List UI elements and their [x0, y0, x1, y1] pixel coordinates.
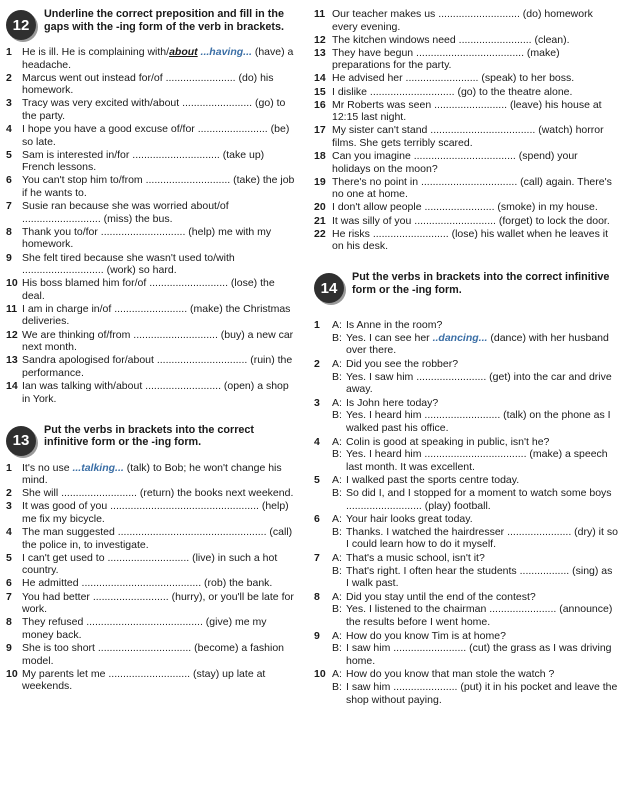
exercise-12-item [6, 123, 296, 148]
item-number: 6 [314, 513, 320, 526]
item-text: My parents let me ............................ (stay) up late at weekends. [22, 667, 266, 693]
line-b-part: (dance) with her husband over there. [346, 331, 609, 357]
item-number: 20 [314, 201, 326, 214]
exercise-14-item [314, 552, 618, 590]
exercise-13-item [6, 577, 296, 590]
item-number: 21 [314, 214, 326, 227]
item-number: 3 [6, 500, 12, 513]
speaker-b: B: [332, 564, 342, 577]
item-number: 6 [6, 577, 12, 590]
line-a-text: How do you know Tim is at home? [346, 629, 506, 642]
item-number: 1 [6, 461, 12, 474]
exercise-12-item [6, 329, 296, 354]
item-number: 8 [314, 590, 320, 603]
speaker-a: A: [332, 358, 342, 371]
exercise-12-item [314, 124, 618, 149]
exercise-12-item [314, 215, 618, 228]
item-number: 12 [6, 328, 18, 341]
speaker-b: B: [332, 370, 342, 383]
exercise-13-instruction: Put the verbs in brackets into the correct infinitive form or the -ing form. [44, 423, 254, 449]
line-b [332, 448, 618, 473]
exercise-14-item [314, 474, 618, 512]
line-a [332, 358, 618, 371]
speaker-b: B: [332, 603, 342, 616]
exercise-13-item [6, 591, 296, 616]
item-number: 11 [6, 302, 18, 315]
item-choice: with/ [147, 46, 170, 58]
line-a-text: Is John here today? [346, 396, 439, 409]
line-b [332, 332, 618, 357]
exercise-12-item [314, 8, 618, 33]
exercise-14-item [314, 319, 618, 357]
exercise-13-item [6, 616, 296, 641]
line-a [332, 397, 618, 410]
item-text: Our teacher makes us ............................ (do) homework every evening. [332, 8, 593, 33]
item-text: They have begun ..................................... (make) preparations for the party. [332, 46, 560, 72]
item-number: 15 [314, 85, 326, 98]
exercise-14-badge: 14 [314, 273, 344, 303]
speaker-a: A: [332, 551, 342, 564]
item-text: Sandra apologised for/about ............................... (ruin) the performance. [22, 354, 293, 379]
dialogue [332, 668, 618, 706]
line-b [332, 642, 618, 667]
exercise-12-item [6, 277, 296, 302]
exercise-12-item [314, 86, 618, 99]
line-a-text: Is Anne in the room? [346, 319, 443, 332]
exercise-12-item [6, 174, 296, 199]
speaker-a: A: [332, 396, 342, 409]
line-b-text: Yes. I saw him ........................ (get) into the car and drive away. [346, 370, 612, 396]
item-number: 17 [314, 124, 326, 137]
dialogue [332, 436, 618, 474]
line-a [332, 591, 618, 604]
item-text: She felt tired because she wasn't used to/with ............................ (work) so hard. [22, 251, 235, 277]
exercise-12-item [314, 99, 618, 124]
item-text: He advised her ......................... (speak) to her boss. [332, 72, 575, 85]
item-number: 4 [314, 435, 320, 448]
line-b [332, 409, 618, 434]
exercise-12-item [314, 201, 618, 214]
line-a-text: Did you stay until the end of the contest? [346, 590, 536, 603]
item-text: Susie ran because she was worried about/of ........................... (miss) the bus. [22, 200, 229, 225]
exercise-12-item [6, 303, 296, 328]
item-text: There's no point in ................................. (call) again. There's no one at home. [332, 175, 612, 201]
item-text: Marcus went out instead for/of ........................ (do) his homework. [22, 71, 274, 97]
example-answer: ...having... [197, 46, 252, 58]
item-text: She will .......................... (return) the books next weekend. [22, 487, 294, 500]
item-text: I can't get used to ............................ (live) in such a hot country. [22, 551, 278, 577]
dialogue [332, 358, 618, 396]
item-text: My sister can't stand .................................... (watch) horror films. She gets terribly scared. [332, 124, 604, 149]
speaker-a: A: [332, 513, 342, 526]
speaker-a: A: [332, 629, 342, 642]
speaker-a: A: [332, 668, 342, 681]
item-number: 3 [314, 396, 320, 409]
line-a-text: Colin is good at speaking in public, isn't he? [346, 435, 550, 448]
exercise-12-item [6, 72, 296, 97]
exercise-12-item [6, 149, 296, 174]
line-b-text: Thanks. I watched the hairdresser ...................... (dry) it so I could learn how to do it myself. [346, 525, 618, 551]
exercise-13-item [6, 500, 296, 525]
item-number: 14 [314, 72, 326, 85]
item-text: We are thinking of/from ............................. (buy) a new car next month. [22, 328, 294, 354]
exercise-13-list [6, 462, 296, 693]
item-text: I am in charge in/of ......................... (make) the Christmas deliveries. [22, 302, 291, 328]
line-a [332, 513, 618, 526]
item-number: 10 [6, 277, 18, 290]
item-text-part: It's no use [22, 461, 73, 474]
item-number: 5 [314, 474, 320, 487]
exercise-12-item [6, 252, 296, 277]
dialogue [332, 552, 618, 590]
item-text: Ian was talking with/about .......................... (open) a shop in York. [22, 379, 289, 405]
item-number: 9 [6, 251, 12, 264]
item-number: 10 [314, 668, 326, 681]
line-a-text: That's a music school, isn't it? [346, 551, 485, 564]
item-text: I hope you have a good excuse of/for ........................ (be) so late. [22, 123, 290, 148]
dialogue [332, 397, 618, 435]
item-number: 4 [6, 123, 12, 136]
item-text: I don't allow people ........................ (smoke) in my house. [332, 201, 598, 214]
line-b [332, 603, 618, 628]
exercise-13-item [6, 668, 296, 693]
speaker-a: A: [332, 590, 342, 603]
line-a [332, 630, 618, 643]
line-a [332, 319, 618, 332]
item-number: 11 [314, 8, 326, 20]
item-number: 7 [314, 551, 320, 564]
line-a [332, 668, 618, 681]
line-a [332, 474, 618, 487]
item-text: The man suggested ................................................... (call) the police in, to investigate. [22, 526, 293, 551]
item-text: He risks .......................... (lose) his wallet when he leaves it on his desk. [332, 227, 609, 253]
item-number: 5 [6, 551, 12, 564]
exercise-12-item [314, 34, 618, 47]
item-text-part: He is ill. He is complaining [22, 46, 148, 58]
item-number: 1 [6, 46, 12, 58]
line-a-text: Did you see the robber? [346, 358, 459, 371]
item-text: They refused ........................................ (give) me my money back. [22, 616, 267, 641]
exercise-14-item [314, 668, 618, 706]
line-b [332, 526, 618, 551]
dialogue [332, 319, 618, 357]
item-number: 1 [314, 319, 320, 332]
item-text-part: (talk) to Bob; he won't change his mind. [22, 461, 282, 487]
speaker-b: B: [332, 680, 342, 693]
exercise-13-item [6, 487, 296, 500]
item-text: Can you imagine ................................... (spend) your holidays on the moon? [332, 150, 578, 175]
dialogue [332, 591, 618, 629]
exercise-12-list [6, 46, 296, 405]
exercise-12-list-continued [314, 8, 618, 253]
item-number: 7 [6, 200, 12, 213]
item-text-part: (have) a headache. [22, 46, 294, 71]
speaker-a: A: [332, 435, 342, 448]
speaker-b: B: [332, 448, 342, 461]
speaker-a: A: [332, 474, 342, 487]
item-number: 18 [314, 150, 326, 163]
item-number: 4 [6, 526, 12, 539]
dialogue [332, 513, 618, 551]
exercise-14-item [314, 436, 618, 474]
item-text: The kitchen windows need ......................... (clean). [332, 33, 570, 46]
line-b-text: Yes. I listened to the chairman ....................... (announce) the results before I went home. [346, 603, 613, 628]
line-b-text: I saw him ......................... (cut) the grass as I was driving home. [346, 642, 612, 667]
exercise-12-item [6, 46, 296, 71]
left-column [6, 8, 296, 693]
item-number: 10 [6, 667, 18, 680]
speaker-b: B: [332, 642, 342, 655]
line-b-text: I saw him ...................... (put) it in his pocket and leave the shop without paying. [346, 680, 618, 706]
item-number: 6 [6, 174, 12, 187]
item-text: She is too short ................................ (become) a fashion model. [22, 641, 285, 667]
exercise-13-badge: 13 [6, 426, 36, 456]
item-text: His boss blamed him for/of ........................... (lose) the deal. [22, 277, 275, 302]
exercise-13-item [6, 552, 296, 577]
item-number: 2 [314, 358, 320, 371]
item-number: 14 [6, 379, 18, 392]
exercise-14-item [314, 397, 618, 435]
line-a [332, 552, 618, 565]
item-text: You had better .......................... (hurry), or you'll be late for work. [22, 590, 294, 616]
item-number: 22 [314, 227, 326, 240]
item-number: 9 [6, 641, 12, 654]
speaker-b: B: [332, 525, 342, 538]
exercise-14-instruction: Put the verbs in brackets into the correct infinitive form or the -ing form. [352, 271, 610, 296]
exercise-13-header [6, 424, 296, 456]
speaker-b: B: [332, 409, 342, 422]
line-b-text: Yes. I heard him ................................... (make) a speech last month. It was excellent. [346, 448, 608, 473]
example-answer: ...talking... [72, 461, 124, 474]
exercise-13-item [6, 642, 296, 667]
exercise-14-item [314, 358, 618, 396]
exercise-12-header [6, 8, 296, 40]
item-text: He admitted ......................................... (rob) the bank. [22, 577, 273, 590]
exercise-12-item [314, 72, 618, 85]
exercise-12-instruction: Underline the correct preposition and fill in the gaps with the -ing form of the verb in brackets. [44, 8, 284, 33]
speaker-b: B: [332, 487, 342, 499]
exercise-12-item [6, 380, 296, 405]
line-b [332, 487, 618, 512]
item-text: It was silly of you ............................ (forget) to lock the door. [332, 214, 610, 227]
exercise-12-item [314, 47, 618, 72]
speaker-a: A: [332, 319, 342, 332]
exercise-14-list [314, 319, 618, 706]
line-b [332, 371, 618, 396]
item-text [22, 462, 296, 487]
exercise-12-item [6, 354, 296, 379]
exercise-13-item [6, 462, 296, 487]
exercise-13-item [6, 526, 296, 551]
item-number: 16 [314, 98, 326, 111]
line-b [332, 681, 618, 706]
line-b-part: Yes. I can see her [346, 331, 433, 344]
line-b-text: So did I, and I stopped for a moment to watch some boys .......................... (play) football. [346, 487, 612, 512]
item-text: Sam is interested in/for .............................. (take up) French lessons. [22, 148, 265, 174]
item-text: Tracy was very excited with/about ........................ (go) to the party. [22, 97, 286, 122]
item-text: I dislike ............................. (go) to the theatre alone. [332, 85, 573, 98]
dialogue [332, 630, 618, 668]
exercise-12-item [6, 200, 296, 225]
item-text: Mr Roberts was seen ......................... (leave) his house at 12:15 last night. [332, 98, 602, 124]
right-column [314, 8, 618, 707]
line-b [332, 565, 618, 590]
exercise-14-header [314, 271, 618, 303]
underlined-answer: about [169, 46, 198, 58]
line-a-text: Your hair looks great today. [346, 513, 473, 526]
exercise-14-item [314, 591, 618, 629]
item-number: 5 [6, 148, 12, 161]
item-text: Thank you to/for ............................. (help) me with my homework. [22, 225, 272, 251]
speaker-b: B: [332, 331, 342, 344]
exercise-12-badge: 12 [6, 10, 36, 40]
exercise-12-item [6, 97, 296, 122]
example-answer: ..dancing... [432, 331, 488, 344]
item-number: 19 [314, 175, 326, 188]
line-a-text: How do you know that man stole the watch ? [346, 668, 555, 681]
exercise-12-item [314, 228, 618, 253]
item-text [22, 46, 296, 71]
line-a [332, 436, 618, 449]
line-b-text [346, 332, 618, 357]
line-b-text: That's right. I often hear the students ................. (sing) as I walk past. [346, 564, 613, 590]
item-number: 7 [6, 590, 12, 603]
item-number: 9 [314, 629, 320, 642]
exercise-14-item [314, 630, 618, 668]
dialogue [332, 474, 618, 512]
item-number: 13 [6, 354, 18, 367]
exercise-12-item [314, 150, 618, 175]
item-number: 12 [314, 33, 326, 46]
item-number: 2 [6, 71, 12, 84]
item-number: 2 [6, 487, 12, 500]
line-a-text: I walked past the sports centre today. [346, 474, 520, 487]
item-number: 13 [314, 46, 326, 59]
item-number: 8 [6, 616, 12, 629]
item-number: 3 [6, 97, 12, 110]
exercise-12-item [314, 176, 618, 201]
item-number: 8 [6, 225, 12, 238]
line-b-text: Yes. I heard him .......................... (talk) on the phone as I walked past his office. [346, 409, 611, 435]
item-text: It was good of you ................................................... (help) me fix my bicycle. [22, 500, 289, 525]
item-text: You can't stop him to/from ............................. (take) the job if he wants to. [22, 174, 295, 200]
exercise-14-item [314, 513, 618, 551]
exercise-12-item [6, 226, 296, 251]
